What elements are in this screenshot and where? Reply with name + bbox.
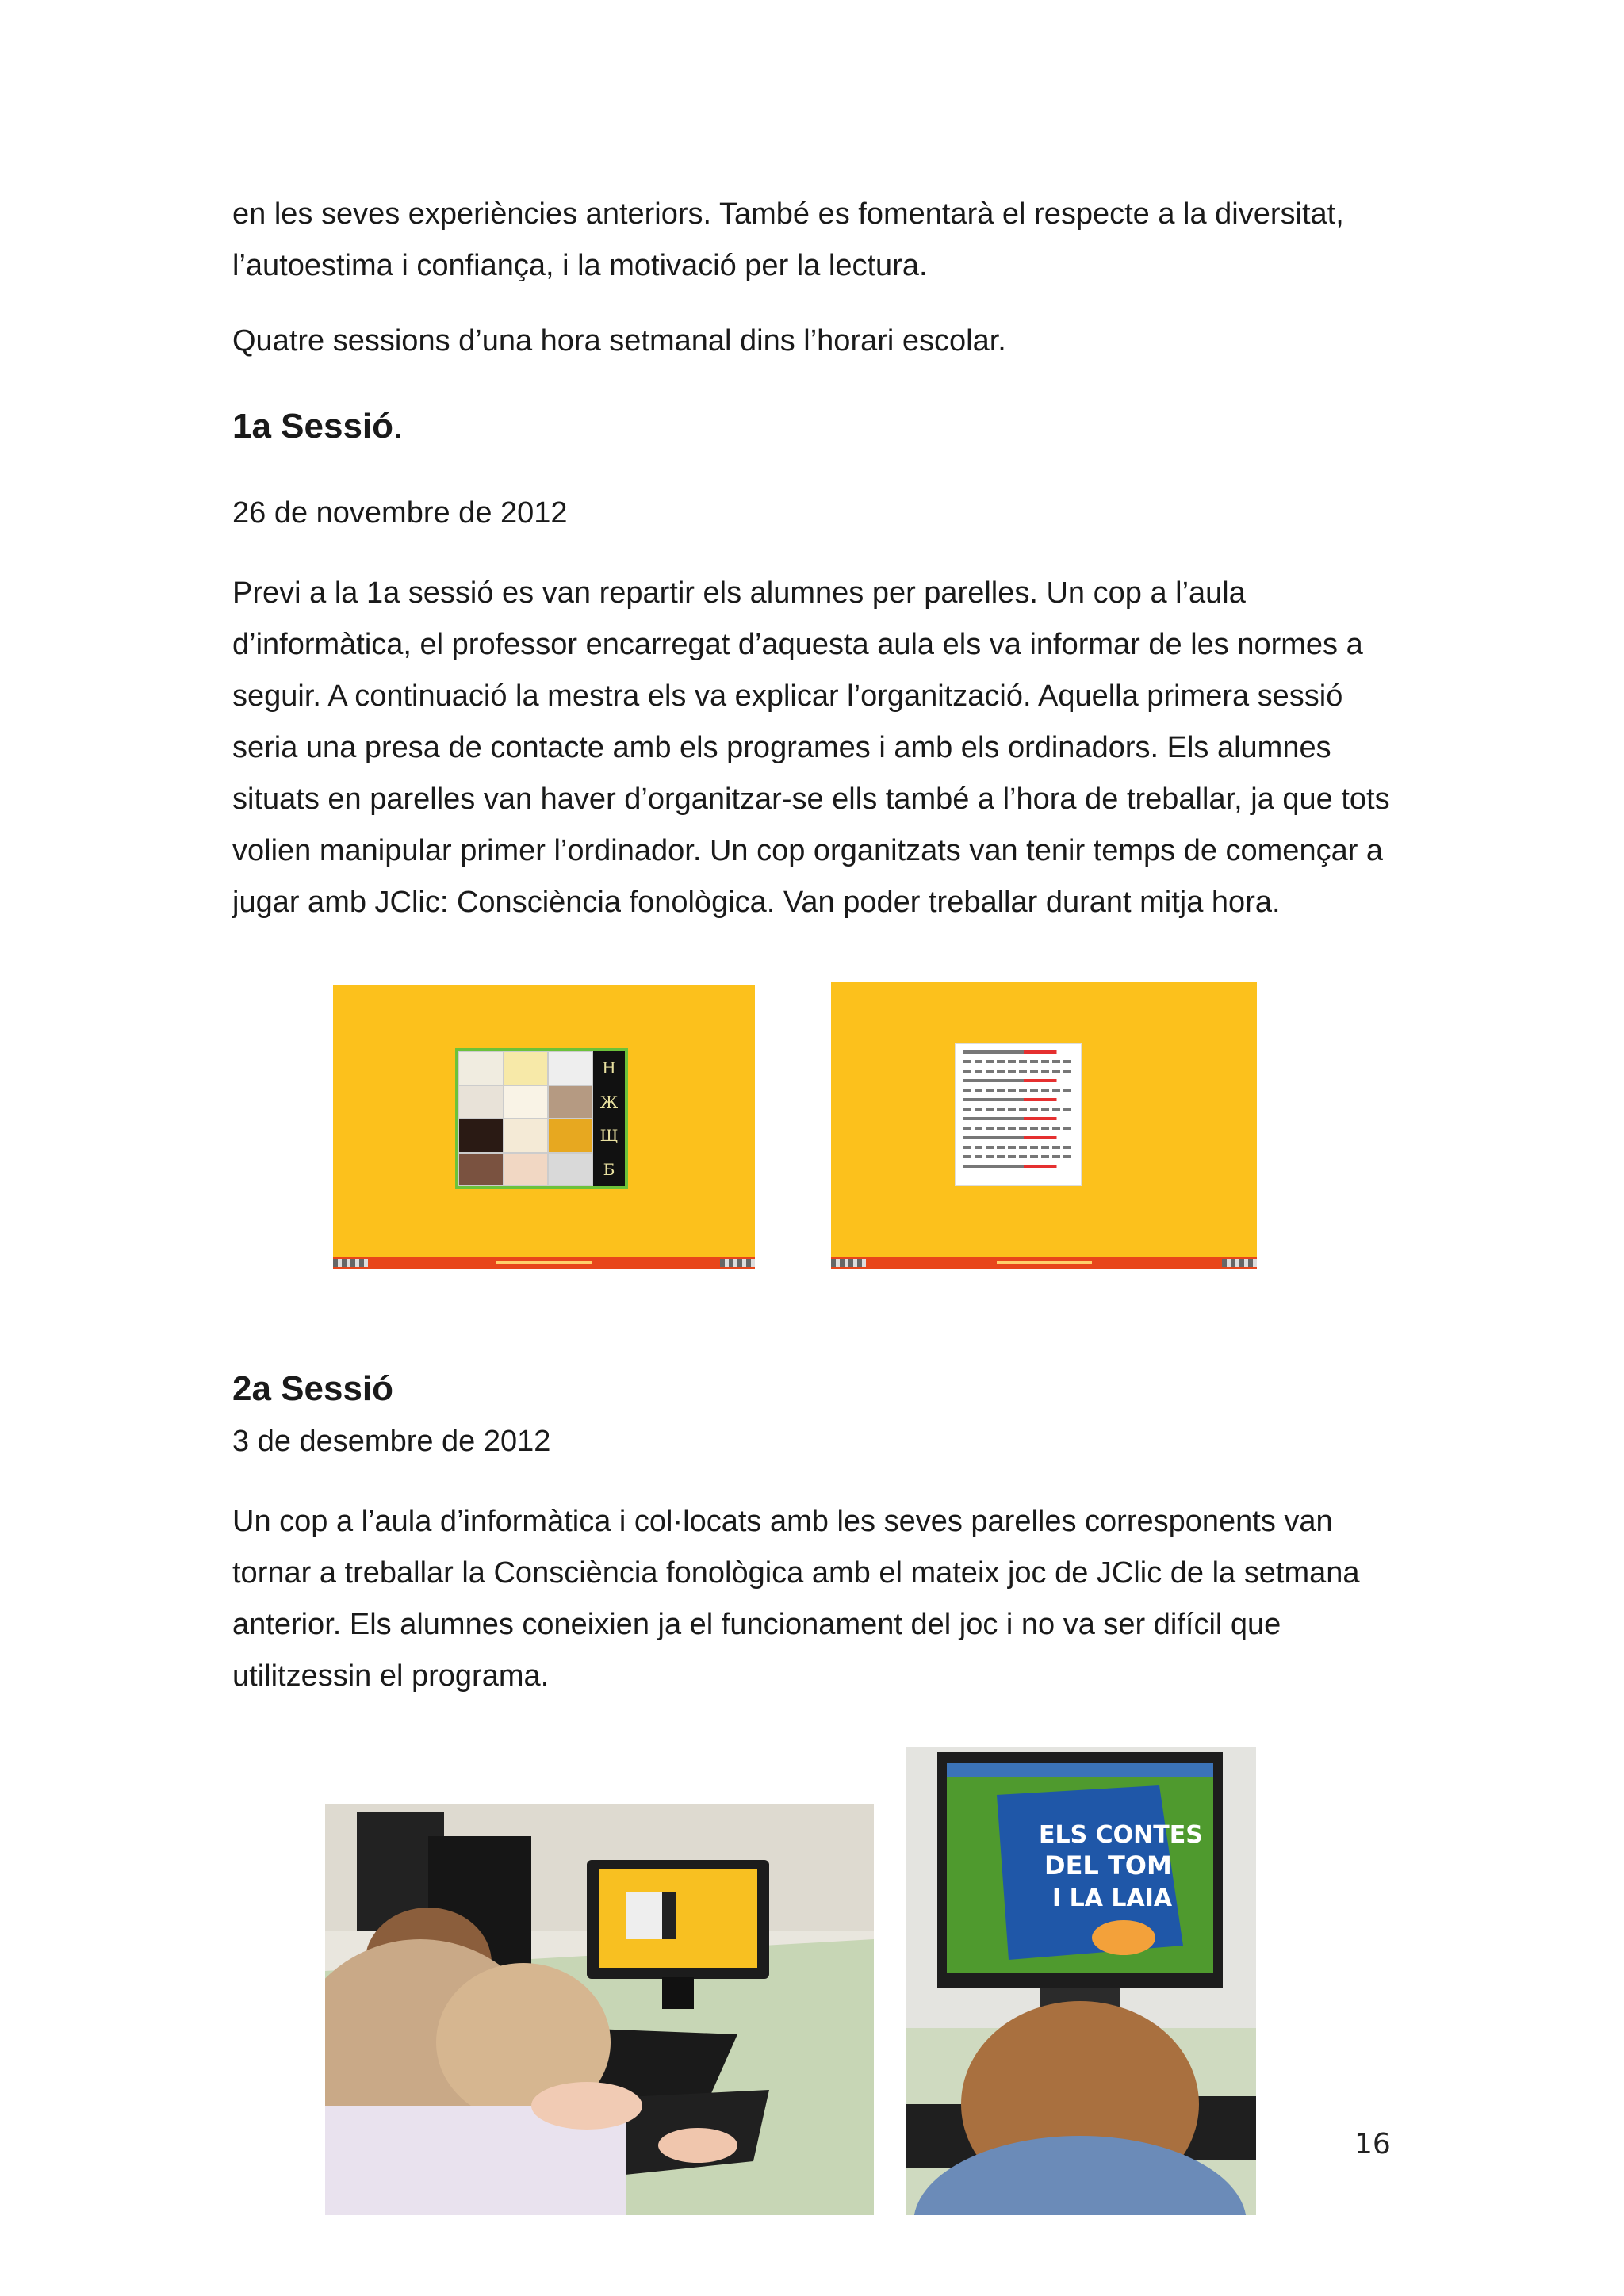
text-card [955,1043,1082,1186]
session1-date: 26 de novembre de 2012 [232,496,568,530]
session2-title: 2a Sessió [232,1369,394,1408]
grid-cell [458,1051,504,1085]
grid-cell [458,1085,504,1119]
status-bar [333,1257,755,1269]
status-message [997,1261,1092,1264]
session2-date: 3 de desembre de 2012 [232,1425,551,1458]
nav-buttons-icon [333,1259,368,1267]
grid-cell [504,1051,549,1085]
grid-cell [504,1153,549,1187]
session1-paragraph: Previ a la 1a sessió es van repartir els alumnes per parelles. Un cop a l’aula d’informàtica, el professor encarregat d’aquesta aula els va informar de les normes a seguir. A continuació la mestra els va explicar l’organització. Aquella primera sessió seria una presa de contacte amb els programes i amb els ordinadors. Els alumnes situats en parelles van haver d’organitzar-se ells també a l’hora de treballar, ja que tots volien manipular primer l’ordinador. Un cop organitzats van tenir temps de començar a jugar amb JClic: Consciència fonològica. Van poder treballar durant mitja hora. [232,576,1390,919]
paragraph-sessions-info: Quatre sessions d’una hora setmanal dins l’horari escolar. [232,324,1006,358]
grid-cell [504,1119,549,1153]
letter-tile: Ж [593,1085,625,1119]
status-bar [831,1257,1257,1269]
photo-children-computer [325,1804,874,2215]
book-title-line2: DEL TOM [1044,1850,1172,1881]
paragraph-intro-continuation: en les seves experiències anteriors. També es fomentarà el respecte a la diversitat, l’autoestima i confiança, i la motivació per la lectura. [232,197,1344,282]
grid-cell [548,1119,593,1153]
grid-cell [548,1051,593,1085]
control-buttons-icon [720,1259,755,1267]
grid-cell [548,1085,593,1119]
session1-heading [232,403,403,450]
session1-title-dot: . [393,407,404,446]
grid-cell [458,1153,504,1187]
image-grid [455,1048,628,1189]
book-title-line3: I LA LAIA [1052,1885,1173,1912]
letter-tile: Щ [593,1119,625,1153]
letter-tile: Б [593,1153,625,1187]
control-buttons-icon [1222,1259,1257,1267]
nav-buttons-icon [831,1259,866,1267]
letter-tile: Н [593,1051,625,1085]
book-title-line1: ELS CONTES [1039,1821,1203,1849]
photo-boy-monitor [906,1747,1256,2215]
grid-cell [504,1085,549,1119]
jclic-grid-screenshot [333,985,755,1269]
grid-cell [458,1119,504,1153]
status-message [496,1261,592,1264]
monitor-photo-illustration [906,1747,1256,2215]
jclic-text-screenshot [831,982,1257,1269]
session1-title: 1a Sessió [232,407,394,446]
classroom-photo-illustration [325,1804,874,2215]
page-number: 16 [1354,2128,1391,2160]
grid-cell [548,1153,593,1187]
session2-paragraph: Un cop a l’aula d’informàtica i col·locats amb les seves parelles corresponents van tornar a treballar la Consciència fonològica amb el mateix joc de JClic de la setmana anterior. Els alumnes coneixien ja el funcionament del joc i no va ser difícil que utilitzessin el programa. [232,1505,1360,1693]
